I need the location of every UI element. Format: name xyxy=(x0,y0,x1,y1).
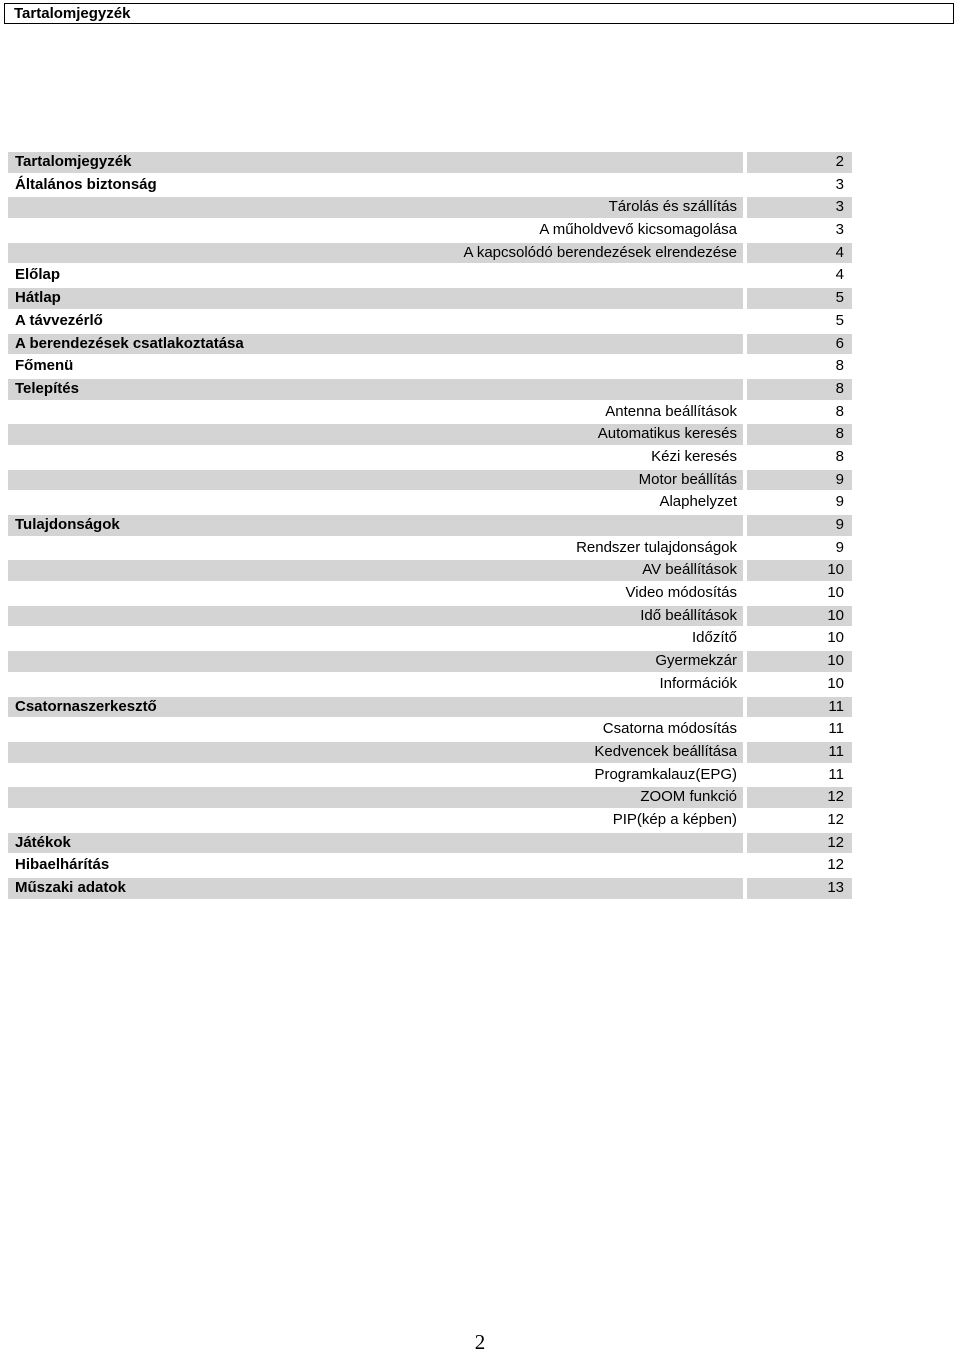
toc-entry-title: Kedvencek beállítása xyxy=(8,742,743,763)
toc-row xyxy=(8,696,852,719)
toc-entry-title: Motor beállítás xyxy=(8,470,743,491)
toc-entry-title: Előlap xyxy=(15,266,61,284)
toc-entry-title: Tárolás és szállítás xyxy=(8,197,743,218)
toc-row xyxy=(8,809,852,832)
toc-entry-page: 13 xyxy=(747,878,852,899)
toc-entry-page: 9 xyxy=(747,470,852,491)
toc-entry-page: 12 xyxy=(827,810,844,828)
toc-entry-title: Tulajdonságok xyxy=(8,515,743,536)
toc-entry-title: Automatikus keresés xyxy=(8,424,743,445)
toc-row xyxy=(8,673,852,696)
toc-entry-title: A kapcsolódó berendezések elrendezése xyxy=(8,243,743,264)
toc-row xyxy=(8,718,852,741)
toc-row xyxy=(8,741,852,764)
toc-entry-page: 4 xyxy=(835,266,844,284)
toc-row xyxy=(8,287,852,310)
toc-entry-page: 8 xyxy=(747,424,852,445)
toc-row xyxy=(8,559,852,582)
toc-entry-title: Programkalauz(EPG) xyxy=(594,765,737,783)
toc-entry-page: 4 xyxy=(747,243,852,264)
toc-entry-page: 3 xyxy=(835,221,844,239)
toc-entry-page: 6 xyxy=(747,334,852,355)
toc-entry-title: Rendszer tulajdonságok xyxy=(576,538,737,556)
toc-entry-page: 8 xyxy=(835,447,844,465)
toc-entry-page: 12 xyxy=(747,833,852,854)
toc-entry-title: Antenna beállítások xyxy=(605,402,737,420)
toc-entry-title: Kézi keresés xyxy=(651,447,737,465)
toc-entry-page: 11 xyxy=(747,697,852,718)
toc-entry-page: 12 xyxy=(827,856,844,874)
toc-entry-page: 8 xyxy=(747,379,852,400)
toc-row xyxy=(8,423,852,446)
toc-row xyxy=(8,877,852,900)
toc-entry-page: 2 xyxy=(747,152,852,173)
toc-entry-title: Video módosítás xyxy=(625,584,737,602)
toc-row xyxy=(8,446,852,469)
toc-entry-title: Idő beállítások xyxy=(8,606,743,627)
toc-entry-title: A távvezérlő xyxy=(15,311,103,329)
toc-entry-title: ZOOM funkció xyxy=(8,787,743,808)
toc-row xyxy=(8,514,852,537)
toc-row xyxy=(8,401,852,424)
toc-entry-title: Főmenü xyxy=(15,357,74,375)
toc-entry-page: 5 xyxy=(835,311,844,329)
toc-entry-title: A műholdvevő kicsomagolása xyxy=(539,221,737,239)
toc-entry-title: A berendezések csatlakoztatása xyxy=(8,334,743,355)
toc-entry-page: 9 xyxy=(835,493,844,511)
toc-row xyxy=(8,605,852,628)
toc-entry-title: Csatornaszerkesztő xyxy=(8,697,743,718)
toc-row xyxy=(8,196,852,219)
toc-row xyxy=(8,650,852,673)
toc-entry-title: Időzítő xyxy=(691,629,737,647)
toc-entry-title: AV beállítások xyxy=(8,560,743,581)
toc-row xyxy=(8,333,852,356)
toc-entry-page: 8 xyxy=(835,402,844,420)
toc-entry-title: PIP(kép a képben) xyxy=(612,810,737,828)
toc-entry-page: 5 xyxy=(747,288,852,309)
toc-entry-title: Műszaki adatok xyxy=(8,878,743,899)
toc-entry-page: 9 xyxy=(835,538,844,556)
toc-row xyxy=(8,764,852,787)
toc-entry-page: 10 xyxy=(747,606,852,627)
toc-entry-page: 10 xyxy=(827,584,844,602)
table-of-contents xyxy=(8,151,852,900)
toc-row xyxy=(8,151,852,174)
toc-entry-title: Telepítés xyxy=(8,379,743,400)
toc-entry-page: 8 xyxy=(835,357,844,375)
toc-row xyxy=(8,378,852,401)
page-number: 2 xyxy=(474,1330,486,1354)
toc-row xyxy=(8,174,852,197)
toc-row xyxy=(8,355,852,378)
toc-entry-title: Gyermekzár xyxy=(8,651,743,672)
toc-entry-title: Játékok xyxy=(8,833,743,854)
toc-entry-title: Hátlap xyxy=(8,288,743,309)
toc-row xyxy=(8,242,852,265)
toc-row xyxy=(8,854,852,877)
header-title: Tartalomjegyzék xyxy=(4,3,954,24)
toc-entry-page: 11 xyxy=(828,720,844,738)
toc-entry-title: Általános biztonság xyxy=(15,175,157,193)
toc-row xyxy=(8,469,852,492)
toc-entry-page: 11 xyxy=(828,765,844,783)
toc-row xyxy=(8,832,852,855)
toc-entry-page: 11 xyxy=(747,742,852,763)
toc-row xyxy=(8,582,852,605)
toc-row xyxy=(8,786,852,809)
toc-entry-page: 10 xyxy=(827,629,844,647)
toc-entry-title: Alaphelyzet xyxy=(659,493,737,511)
toc-entry-page: 3 xyxy=(835,175,844,193)
toc-row xyxy=(8,537,852,560)
toc-row xyxy=(8,627,852,650)
toc-entry-page: 12 xyxy=(747,787,852,808)
toc-row xyxy=(8,219,852,242)
toc-entry-page: 3 xyxy=(747,197,852,218)
toc-entry-page: 10 xyxy=(747,651,852,672)
toc-entry-title: Csatorna módosítás xyxy=(602,720,737,738)
toc-entry-title: Tartalomjegyzék xyxy=(8,152,743,173)
toc-entry-page: 9 xyxy=(747,515,852,536)
toc-entry-page: 10 xyxy=(827,674,844,692)
toc-row xyxy=(8,310,852,333)
toc-entry-title: Hibaelhárítás xyxy=(15,856,110,874)
toc-row xyxy=(8,264,852,287)
toc-row xyxy=(8,491,852,514)
toc-entry-page: 10 xyxy=(747,560,852,581)
toc-entry-title: Információk xyxy=(659,674,737,692)
